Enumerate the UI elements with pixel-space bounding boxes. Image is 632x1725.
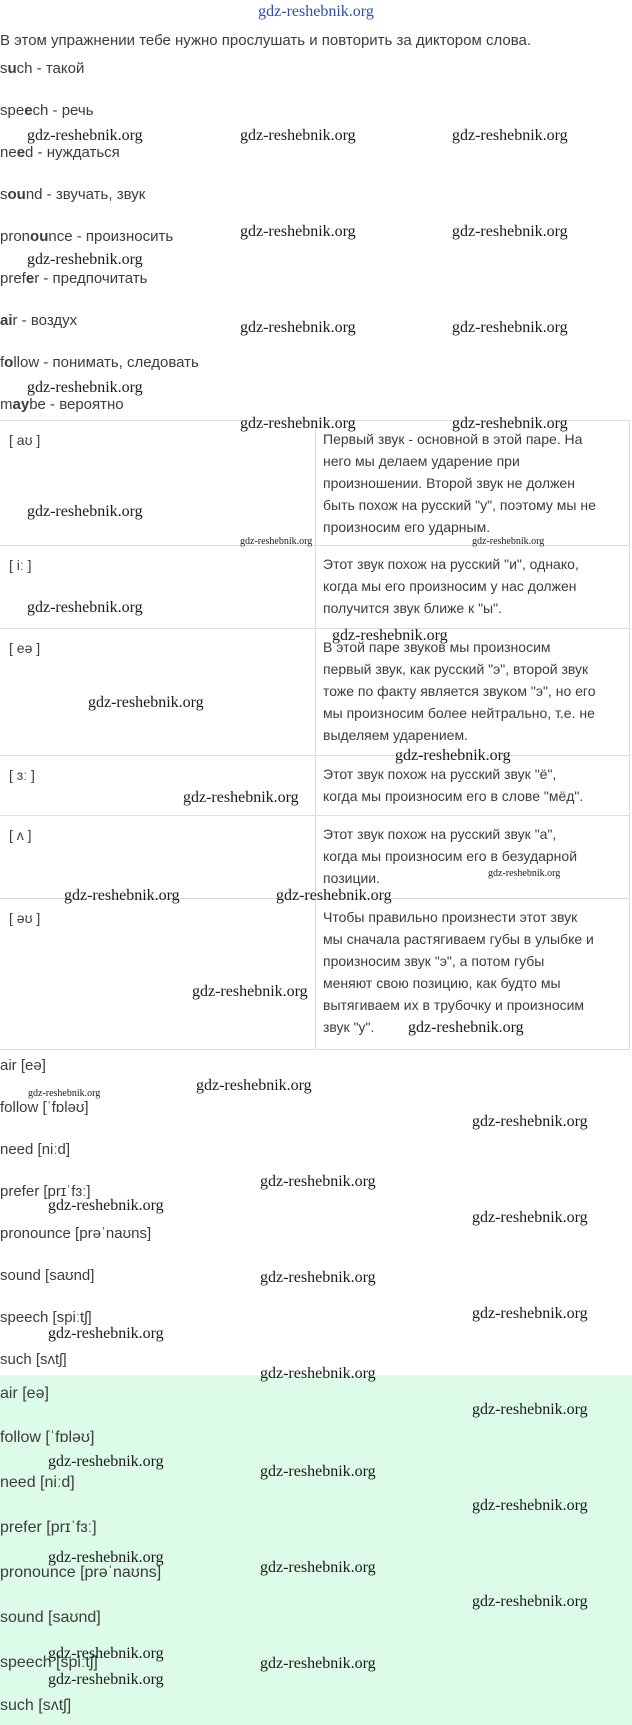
watermark-text: gdz-reshebnik.org [472,1401,588,1418]
sound-description-line: мы произносим более нейтрально, т.е. не [323,705,595,721]
sound-description-line: вытягиваем их в трубочку и произносим [323,997,585,1013]
sound-description [323,636,623,746]
sound-description [323,823,623,889]
vocab-item-rest: ch - речь [32,102,94,119]
watermark-text: gdz-reshebnik.org [183,789,299,806]
watermark-text: gdz-reshebnik.org [260,1269,376,1286]
sounds-table-divider [315,420,316,1050]
vocab-item-rest: be - вероятно [29,396,124,413]
watermark-text: gdz-reshebnik.org [27,127,143,144]
sound-description-line: когда мы его произносим у нас должен [323,578,577,594]
sound-description-line: произносим его ударным. [323,519,491,535]
transcription-item: sound [saʊnd] [0,1267,95,1284]
sound-description-line: мы сначала растягиваем губы в улыбке и [323,931,594,947]
vocab-item [0,310,77,332]
vocab-item-sound: ou [30,228,49,245]
watermark-text: gdz-reshebnik.org [240,415,356,432]
watermark-text: gdz-reshebnik.org [472,1113,588,1130]
sound-description-line: Чтобы правильно произнести этот звук [323,909,578,925]
watermark-text: gdz-reshebnik.org [472,536,545,547]
highlighted-transcription-item: pronounce [prəˈnaʊns] [0,1564,162,1581]
vocab-item [0,226,173,248]
sound-description-line: звук "у". [323,1019,375,1035]
watermark-text: gdz-reshebnik.org [260,1559,376,1576]
watermark-text: gdz-reshebnik.org [452,223,568,240]
sound-description-line: быть похож на русский "у", поэтому мы не [323,497,596,513]
vocab-item-start: m [0,396,13,413]
sound-description-line: первый звук, как русский "э", второй звук [323,661,589,677]
vocab-item-start: f [0,354,5,371]
sound-description-line: произносим звук "э", а потом губы [323,953,545,969]
watermark-text: gdz-reshebnik.org [260,1173,376,1190]
highlighted-transcription-item: need [niːd] [0,1474,75,1491]
sound-symbol: [ iː ] [9,557,32,573]
vocab-item-sound: ai [0,312,13,329]
watermark-text: gdz-reshebnik.org [472,1593,588,1610]
vocab-item-sound: o [4,354,14,371]
vocab-item [0,352,199,374]
sound-description-line: него мы делаем ударение при [323,453,520,469]
sound-description [323,763,623,807]
vocab-item-rest: ch - такой [16,60,85,77]
sound-description-line: позиции. [323,870,380,886]
sound-symbol: [ əʊ ] [9,910,41,926]
sounds-table-row-line [0,815,630,816]
watermark-text: gdz-reshebnik.org [260,1463,376,1480]
highlighted-transcription-item: follow [ˈfɒləʊ] [0,1429,95,1446]
sound-description [323,553,623,619]
highlighted-transcription-item: such [sʌtʃ] [0,1697,72,1714]
watermark-text: gdz-reshebnik.org [240,223,356,240]
watermark-text: gdz-reshebnik.org [48,1453,164,1470]
sound-description-line: Этот звук похож на русский звук "ё", [323,766,557,782]
watermark-text: gdz-reshebnik.org [276,887,392,904]
watermark-text: gdz-reshebnik.org [48,1671,164,1688]
sound-description-line: Первый звук - основной в этой паре. На [323,431,583,447]
vocab-item-start: s [0,186,8,203]
watermark-text: gdz-reshebnik.org [48,1645,164,1662]
transcription-item: need [niːd] [0,1141,71,1158]
vocab-item-rest: nd - звучать, звук [25,186,146,203]
watermark-text: gdz-reshebnik.org [240,127,356,144]
sound-description-line: меняют свою позицию, как будто мы [323,975,561,991]
watermark-text: gdz-reshebnik.org [88,694,204,711]
vocab-item-start: pron [0,228,31,245]
sound-description [323,428,623,538]
sound-symbol: [ eə ] [9,640,41,656]
vocab-item-start: pref [0,270,26,287]
vocab-item [0,268,148,290]
sounds-table-row-line [0,755,630,756]
vocab-item-rest: r - воздух [12,312,78,329]
sound-description-line: получится звук ближе к "ы". [323,600,502,616]
sound-description-line: когда мы произносим его в слове "мёд". [323,788,584,804]
sound-symbol: [ ʌ ] [9,827,32,843]
watermark-text: gdz-reshebnik.org [27,379,143,396]
vocab-item-sound: ay [12,396,30,413]
watermark-text: gdz-reshebnik.org [64,887,180,904]
sound-description-line: Этот звук похож на русский "и", однако, [323,556,579,572]
watermark-text: gdz-reshebnik.org [488,868,561,879]
sound-symbol: [ aʊ ] [9,432,41,448]
sound-description-line: произношении. Второй звук не должен [323,475,575,491]
watermark-text: gdz-reshebnik.org [332,627,448,644]
sound-description-line: Этот звук похож на русский звук "а", [323,826,557,842]
transcription-item: speech [spiːtʃ] [0,1309,92,1326]
watermark-text: gdz-reshebnik.org [260,1365,376,1382]
vocab-item [0,100,94,122]
sound-symbol: [ ɜː ] [9,767,35,783]
highlighted-transcription-item: speech [spiːtʃ] [0,1654,98,1671]
vocab-item-sound: e [25,270,35,287]
watermark-text: gdz-reshebnik.org [452,415,568,432]
exercise-instruction: В этом упражнении тебе нужно прослушать и повторить за диктором слова. [0,32,532,49]
watermark-text: gdz-reshebnik.org [472,1305,588,1322]
watermark-text: gdz-reshebnik.org [48,1197,164,1214]
sound-description-line: выделяем ударением. [323,727,468,743]
watermark-text: gdz-reshebnik.org [196,1077,312,1094]
vocab-item-rest: llow - понимать, следовать [13,354,199,371]
vocab-item-start: ne [0,144,17,161]
watermark-text: gdz-reshebnik.org [472,1209,588,1226]
vocab-item-start: s [0,60,8,77]
vocab-item-rest: r - предпочитать [34,270,148,287]
transcription-item: air [eə] [0,1057,46,1074]
vocab-item [0,58,84,80]
sounds-table-row-line [0,628,630,629]
watermark-text: gdz-reshebnik.org [395,747,511,764]
vocab-item-start: spe [0,102,25,119]
watermark-text: gdz-reshebnik.org [27,599,143,616]
watermark-text: gdz-reshebnik.org [27,503,143,520]
vocab-item-sound: e [16,144,26,161]
watermark-text: gdz-reshebnik.org [452,319,568,336]
transcription-item: follow [ˈfɒləʊ] [0,1099,89,1116]
sound-description-line: когда мы произносим его в безударной [323,848,578,864]
watermark-text: gdz-reshebnik.org [260,1655,376,1672]
watermark-text: gdz-reshebnik.org [240,319,356,336]
watermark-text: gdz-reshebnik.org [48,1325,164,1342]
highlighted-transcription-item: air [eə] [0,1385,49,1402]
vocab-item-sound: e [24,102,33,119]
transcription-item: pronounce [prəˈnaʊns] [0,1225,152,1242]
watermark-text: gdz-reshebnik.org [472,1497,588,1514]
transcription-item: prefer [prɪˈfɜː] [0,1183,91,1200]
vocab-item [0,184,145,206]
vocab-item-rest: nce - произносить [48,228,174,245]
highlighted-transcription-item: prefer [prɪˈfɜː] [0,1519,97,1536]
watermark-text: gdz-reshebnik.org [192,983,308,1000]
vocab-item-sound: u [7,60,17,77]
watermark-text: gdz-reshebnik.org [27,251,143,268]
highlighted-transcription-item: sound [saʊnd] [0,1609,101,1626]
watermark-text: gdz-reshebnik.org [408,1019,524,1036]
watermark-text: gdz-reshebnik.org [240,536,313,547]
watermark-text: gdz-reshebnik.org [452,127,568,144]
site-header[interactable]: gdz-reshebnik.org [258,3,374,20]
vocab-item-sound: ou [7,186,26,203]
sound-description-line: В этой паре звуков мы произносим [323,639,551,655]
vocab-item-rest: d - нуждаться [25,144,120,161]
transcription-item: such [sʌtʃ] [0,1351,67,1368]
watermark-text: gdz-reshebnik.org [28,1088,101,1099]
watermark-text: gdz-reshebnik.org [48,1549,164,1566]
sound-description-line: тоже по факту является звуком "э", но его [323,683,596,699]
